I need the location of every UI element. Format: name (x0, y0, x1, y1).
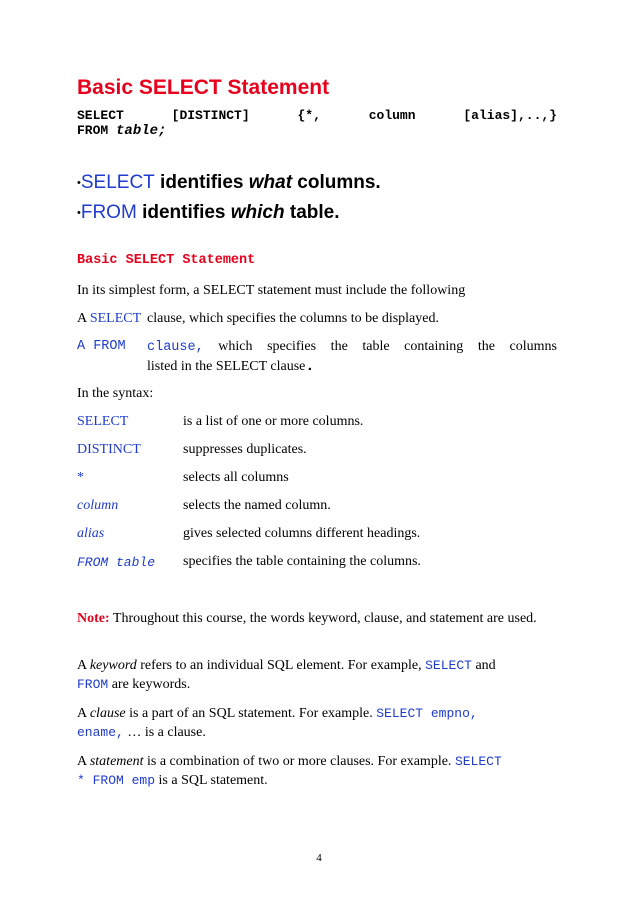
bullet-emphasis: which (230, 202, 285, 223)
keyword-paragraph (77, 656, 557, 694)
clause-description-cont: listed in the SELECT clause (147, 359, 306, 374)
note-label: Note: (77, 611, 110, 626)
para-text: … is a clause. (123, 725, 206, 740)
para-text: is a combination of two or more clauses. For example. (143, 754, 455, 769)
para-text: refers to an individual SQL element. For example, (136, 658, 426, 673)
note-text: Throughout this course, the words keyword, clause, and statement are used. (109, 611, 537, 626)
syntax-token: {*, (297, 108, 321, 123)
term-name: column (77, 498, 119, 513)
term-row-from-table (77, 552, 557, 571)
term-row-star (77, 468, 557, 487)
intro-paragraph: In its simplest form, a SELECT statement must include the following (77, 283, 466, 298)
para-text: is a SQL statement. (155, 773, 268, 788)
para-code: SELECT empno, (376, 706, 478, 721)
para-code: SELECT (454, 754, 502, 769)
para-code: ename, (77, 725, 124, 740)
para-term: statement (89, 754, 144, 769)
clause-keyword: SELECT (89, 311, 142, 326)
para-term: clause (89, 706, 126, 721)
note-paragraph (77, 609, 557, 628)
term-name: * (77, 470, 84, 485)
bullet-dot: • (77, 206, 81, 219)
para-term: keyword (89, 658, 137, 673)
clause-description: which specifies the table containing the columns (203, 339, 557, 354)
para-code: FROM (77, 677, 109, 692)
bullet-dot: • (77, 176, 81, 189)
clause-row-from (77, 337, 557, 377)
term-description: selects the named column. (183, 498, 331, 513)
term-description: specifies the table containing the columns. (183, 554, 421, 569)
term-name: alias (77, 526, 105, 541)
term-name: FROM table (77, 555, 156, 570)
term-name: DISTINCT (77, 442, 141, 457)
term-name: SELECT (77, 414, 129, 429)
page-title: Basic SELECT Statement (77, 76, 330, 99)
para-text: is a part of an SQL statement. For example. (125, 706, 377, 721)
statement-paragraph (77, 752, 557, 790)
bullet-keyword: SELECT (80, 172, 155, 193)
bullet-text: columns. (292, 172, 381, 193)
term-description: selects all columns (183, 470, 289, 485)
term-row-column (77, 496, 557, 515)
clause-row-select (77, 309, 557, 328)
syntax-line-1 (77, 108, 557, 123)
page-number: 4 (316, 852, 322, 864)
term-description: is a list of one or more columns. (183, 414, 364, 429)
clause-description: clause, which specifies the columns to be displayed. (147, 311, 439, 326)
para-code: * FROM emp (77, 773, 156, 788)
term-row-select (77, 412, 557, 431)
syntax-token: [alias],..,} (463, 108, 557, 123)
section-subheading: Basic SELECT Statement (77, 253, 256, 268)
clause-keyword: FROM (93, 339, 126, 354)
clause-prefix: A (77, 311, 90, 326)
para-text: A (77, 658, 90, 673)
term-row-distinct (77, 440, 557, 459)
syntax-line-2 (77, 123, 166, 139)
syntax-token: column (368, 108, 416, 123)
term-description: suppresses duplicates. (183, 442, 307, 457)
term-description: gives selected columns different headings. (183, 526, 421, 541)
clause-prefix: A (77, 339, 94, 354)
clause-end-mark: . (305, 358, 315, 375)
para-text: and (471, 658, 496, 673)
bullet-emphasis: what (248, 172, 293, 193)
bullet-text: identifies (154, 172, 249, 193)
syntax-table: table; (116, 123, 167, 139)
para-text: are keywords. (108, 677, 191, 692)
bullet-from (77, 202, 340, 224)
syntax-token: [DISTINCT] (171, 108, 250, 123)
term-row-alias (77, 524, 557, 543)
para-code: SELECT (425, 658, 472, 673)
bullet-keyword: FROM (80, 202, 137, 223)
clause-code: clause, (147, 340, 204, 355)
bullet-text: identifies (136, 202, 231, 223)
bullet-text: table. (284, 202, 340, 223)
syntax-token: SELECT (77, 108, 124, 123)
para-text: A (77, 754, 90, 769)
para-text: A (77, 706, 90, 721)
clause-paragraph (77, 704, 557, 742)
bullet-select (77, 172, 381, 194)
syntax-intro: In the syntax: (77, 386, 154, 401)
syntax-from: FROM (77, 123, 109, 138)
